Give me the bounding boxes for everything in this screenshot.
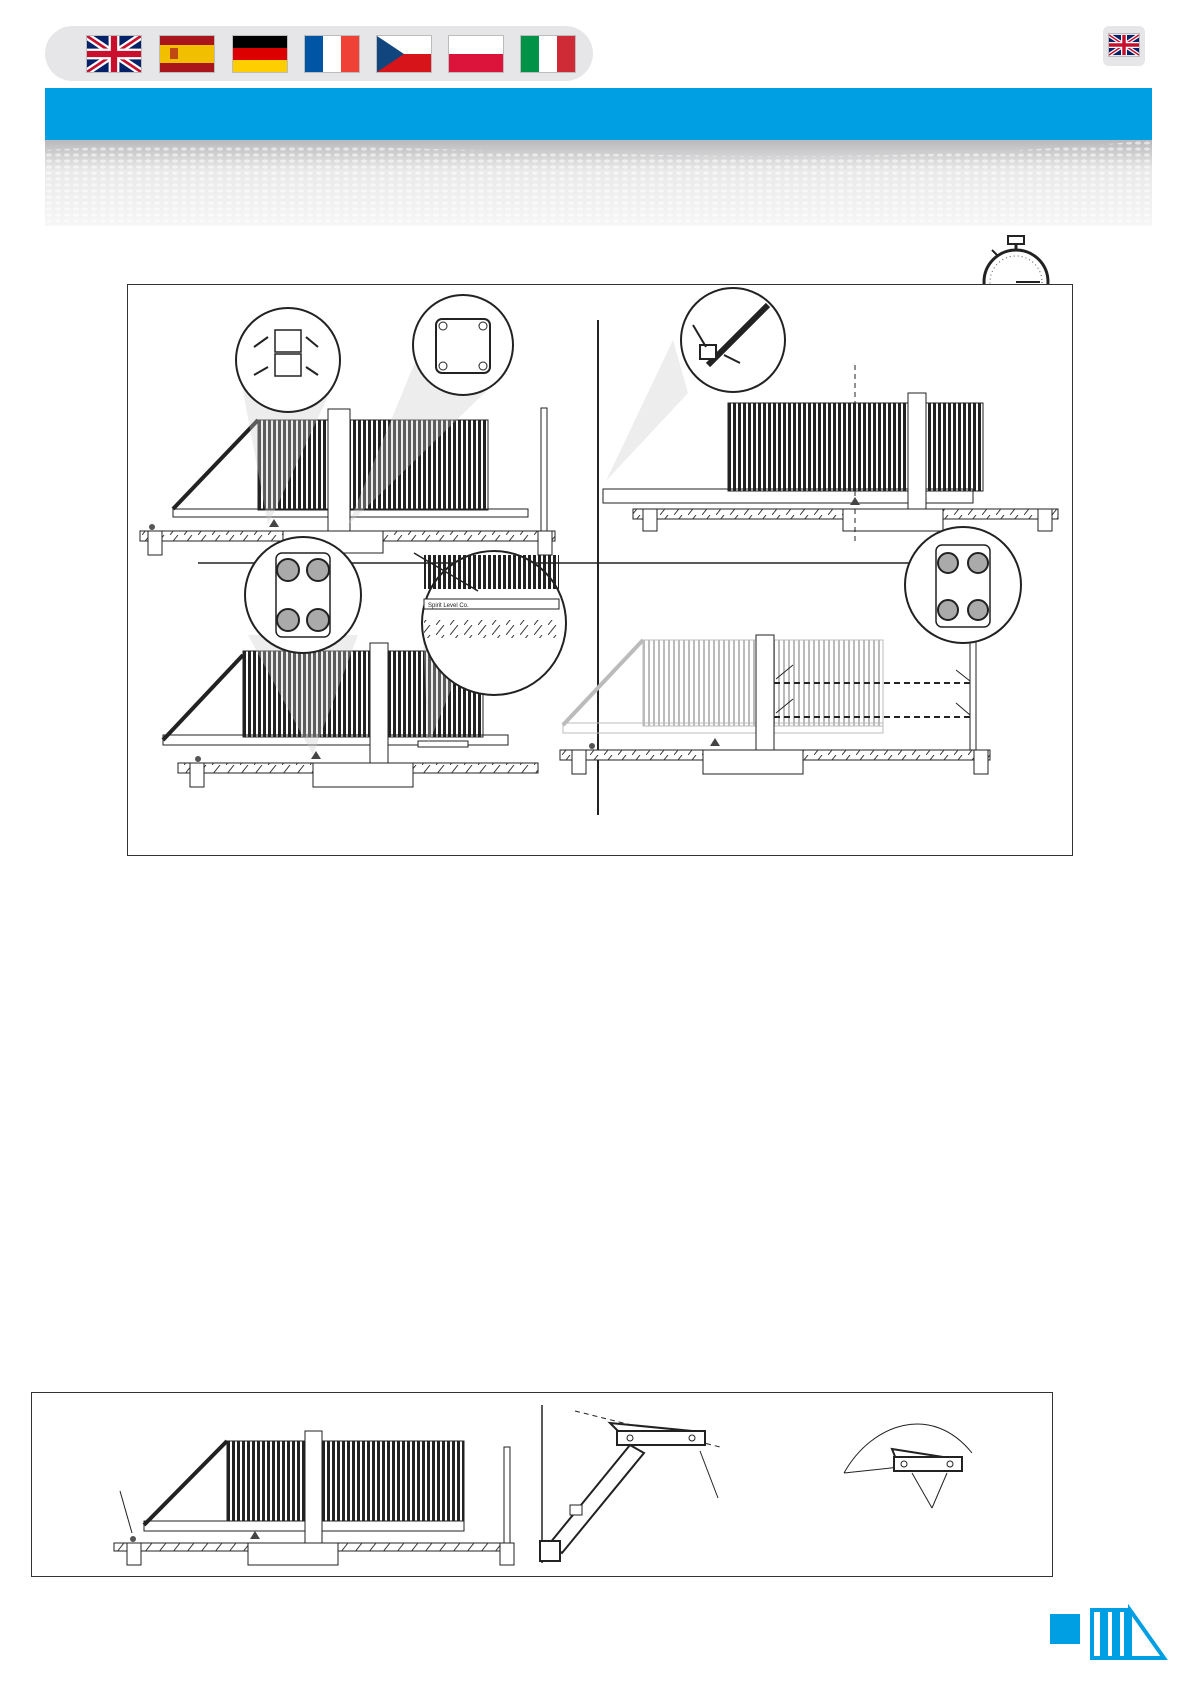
france-flag-icon — [305, 36, 359, 72]
spirit-level-label: Spirit Level Co. — [428, 603, 469, 609]
stop-block-diagram — [844, 1424, 972, 1508]
gate-diagram-2 — [603, 288, 1058, 543]
gate-diagram-1 — [140, 295, 555, 555]
czech-flag-icon — [377, 36, 431, 72]
polish-flag-button[interactable] — [449, 36, 503, 72]
gate-diagram-4 — [560, 527, 1021, 774]
bracket-diagram — [540, 1411, 720, 1561]
uk-flag-icon — [1109, 34, 1139, 56]
uk-flag-icon — [87, 36, 141, 72]
poland-flag-icon — [449, 36, 503, 72]
gate-diagram-3 — [163, 537, 566, 787]
english-flag-button[interactable] — [87, 36, 141, 72]
italy-flag-icon — [521, 36, 575, 72]
header-band — [45, 88, 1152, 140]
current-language-indicator[interactable] — [1103, 26, 1145, 66]
installation-diagram-panel — [127, 284, 1073, 856]
spanish-flag-button[interactable] — [160, 36, 214, 72]
gate-diagram-5 — [114, 1431, 514, 1565]
german-flag-button[interactable] — [233, 36, 287, 72]
germany-flag-icon — [233, 36, 287, 72]
page-number — [1050, 1614, 1080, 1644]
accessory-diagram-panel — [31, 1392, 1053, 1577]
gate-logo-icon — [1088, 1604, 1168, 1664]
french-flag-button[interactable] — [305, 36, 359, 72]
language-selector — [45, 26, 593, 81]
italian-flag-button[interactable] — [521, 36, 575, 72]
decorative-banner — [45, 140, 1152, 226]
spain-flag-icon — [160, 36, 214, 72]
czech-flag-button[interactable] — [377, 36, 431, 72]
